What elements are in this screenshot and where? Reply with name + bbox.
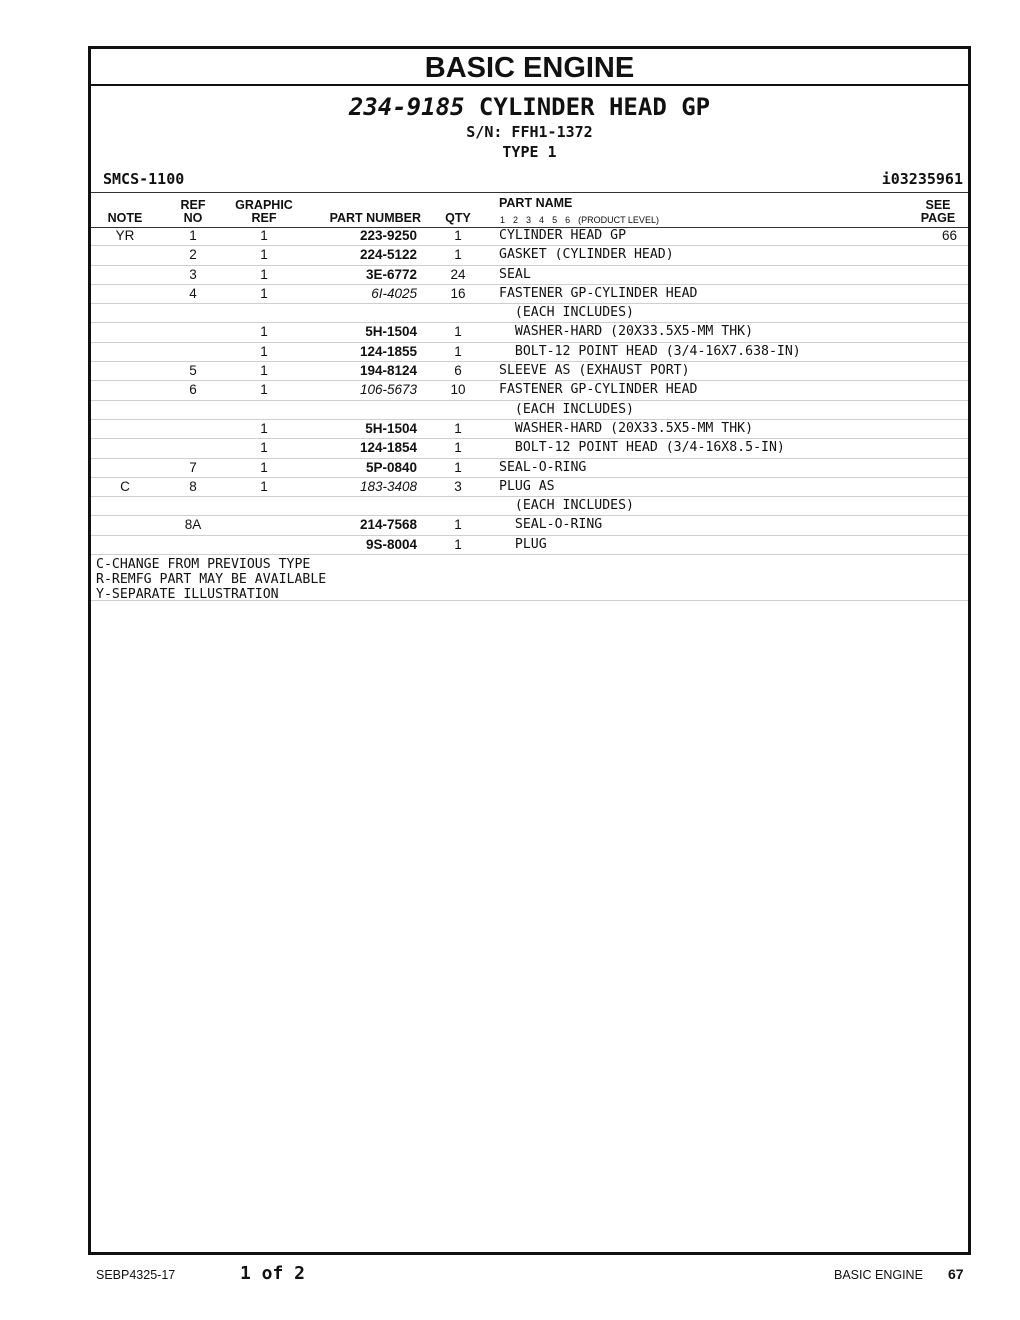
ref-no-cell: 8 [189,478,197,494]
part-number-cell: 3E-6772 [365,266,417,282]
graphic-ref-cell: 1 [260,440,268,456]
graphic-ref-cell: 1 [260,420,268,436]
part-name-cell: BOLT-12 POINT HEAD (3/4-16X8.5-IN) [499,440,785,456]
table-row [91,227,968,246]
col-graphic-top: GRAPHIC [235,198,293,212]
part-name-cell: CYLINDER HEAD GP [499,228,627,243]
graphic-ref-cell: 1 [260,363,268,379]
part-number-cell: 9S-8004 [365,536,417,552]
col-graphic-ref [229,199,299,225]
group-name: CYLINDER HEAD GP [478,93,711,121]
footer-doc-number: SEBP4325-17 [96,1268,176,1282]
table-row [91,323,968,342]
part-name-cell: FASTENER GP-CYLINDER HEAD [499,285,698,301]
part-name-cell: (EACH INCLUDES) [499,305,634,321]
qty-cell: 1 [454,343,462,359]
ref-no-cell: 6 [189,382,197,398]
qty-cell: 1 [454,247,462,263]
part-name-cell: SEAL [499,266,531,282]
table-row [91,285,968,304]
graphic-ref-cell: 1 [260,343,268,359]
table-row [91,343,968,362]
product-level: 3 [526,215,532,225]
table-row [91,459,968,478]
qty-cell: 1 [454,228,462,243]
part-name-cell: (EACH INCLUDES) [499,401,634,417]
part-name-cell: GASKET (CYLINDER HEAD) [499,247,674,263]
graphic-ref-cell: 1 [260,228,268,243]
product-level: 1 [500,215,506,225]
graphic-ref-cell: 1 [260,324,268,340]
document-id: i03235961 [881,170,963,188]
product-level: 6 [565,215,571,225]
smcs-code: SMCS-1100 [103,170,185,188]
legend-line: C-CHANGE FROM PREVIOUS TYPE [96,557,311,573]
part-number-cell: 183-3408 [359,478,417,494]
qty-cell: 1 [454,324,462,340]
ref-no-cell: 7 [189,459,197,475]
qty-cell: 3 [454,478,462,494]
ref-no-cell: 4 [189,285,197,301]
col-part-name: PART NAME [499,196,573,210]
part-name-cell: WASHER-HARD (20X33.5X5-MM THK) [499,324,754,340]
table-row [91,246,968,265]
graphic-ref-cell: 1 [260,247,268,263]
type-label: TYPE 1 [502,143,557,161]
col-see-page [911,199,965,225]
col-see-bottom: PAGE [920,211,956,225]
legend-line: R-REMFG PART MAY BE AVAILABLE [96,572,327,588]
ref-no-cell: 2 [189,247,197,263]
qty-cell: 10 [450,382,466,398]
qty-cell: 1 [454,420,462,436]
qty-cell: 16 [450,285,466,301]
ref-no-cell: 1 [189,228,197,243]
part-number-cell: 5H-1504 [365,420,417,436]
table-row [91,362,968,381]
part-number-cell: 5P-0840 [365,459,417,475]
graphic-ref-cell: 1 [260,266,268,282]
table-row [91,478,968,497]
col-see-top: SEE [925,198,951,212]
product-levels [500,215,667,225]
part-number-cell: 194-8124 [359,363,417,379]
note-cell: YR [115,228,135,243]
qty-cell: 1 [454,459,462,475]
table-row [91,304,968,323]
col-note: NOTE [107,211,143,225]
qty-cell: 1 [454,536,462,552]
product-level: 5 [552,215,558,225]
part-name-cell: BOLT-12 POINT HEAD (3/4-16X7.638-IN) [499,343,801,359]
part-number-cell: 6I-4025 [371,285,417,301]
col-part-number: PART NUMBER [329,211,421,225]
part-name-cell: FASTENER GP-CYLINDER HEAD [499,382,698,398]
part-number-cell: 223-9250 [359,228,417,243]
qty-cell: 1 [454,440,462,456]
product-level-label: (PRODUCT LEVEL) [578,215,659,225]
part-name-cell: WASHER-HARD (20X33.5X5-MM THK) [499,420,754,436]
notes-legend [91,555,968,601]
qty-cell: 24 [450,266,466,282]
group-number: 234-9185 [348,93,465,121]
part-number-cell: 124-1855 [359,343,417,359]
col-graphic-bottom: REF [251,211,277,225]
table-row [91,381,968,400]
col-ref-top: REF [180,198,206,212]
col-ref-bottom: NO [183,211,203,225]
col-qty: QTY [445,211,471,225]
table-row [91,266,968,285]
graphic-ref-cell: 1 [260,459,268,475]
part-name-cell: PLUG [499,536,547,552]
ref-no-cell: 3 [189,266,197,282]
part-name-cell: SEAL-O-RING [499,517,603,533]
product-level: 4 [539,215,545,225]
table-row [91,420,968,439]
table-row [91,401,968,420]
footer-page-number: 67 [948,1266,964,1282]
parts-table-body [91,227,968,601]
legend-line: Y-SEPARATE ILLUSTRATION [96,587,279,603]
part-name-cell: PLUG AS [499,478,555,494]
parts-page-frame [88,46,971,1255]
note-cell: C [120,478,130,494]
footer-page-of: 1 of 2 [240,1263,306,1284]
table-row [91,439,968,458]
part-number-cell: 124-1854 [359,440,417,456]
graphic-ref-cell: 1 [260,285,268,301]
part-number-cell: 106-5673 [359,382,417,398]
see-page-cell: 66 [941,228,957,243]
serial-number: S/N: FFH1-1372 [466,123,593,141]
graphic-ref-cell: 1 [260,382,268,398]
ref-no-cell: 8A [184,517,202,533]
part-name-cell: (EACH INCLUDES) [499,498,634,514]
part-name-cell: SLEEVE AS (EXHAUST PORT) [499,363,690,379]
part-number-cell: 5H-1504 [365,324,417,340]
table-row [91,516,968,535]
table-row [91,536,968,555]
graphic-ref-cell: 1 [260,478,268,494]
col-ref-no [177,199,209,225]
part-number-cell: 224-5122 [359,247,417,263]
part-name-cell: SEAL-O-RING [499,459,587,475]
table-row [91,497,968,516]
ref-no-cell: 5 [189,363,197,379]
qty-cell: 6 [454,363,462,379]
section-title: BASIC ENGINE [91,49,968,86]
table-header [91,192,968,228]
group-title [91,93,968,121]
qty-cell: 1 [454,517,462,533]
product-level: 2 [513,215,519,225]
footer-section: BASIC ENGINE [834,1268,923,1282]
part-number-cell: 214-7568 [359,517,417,533]
